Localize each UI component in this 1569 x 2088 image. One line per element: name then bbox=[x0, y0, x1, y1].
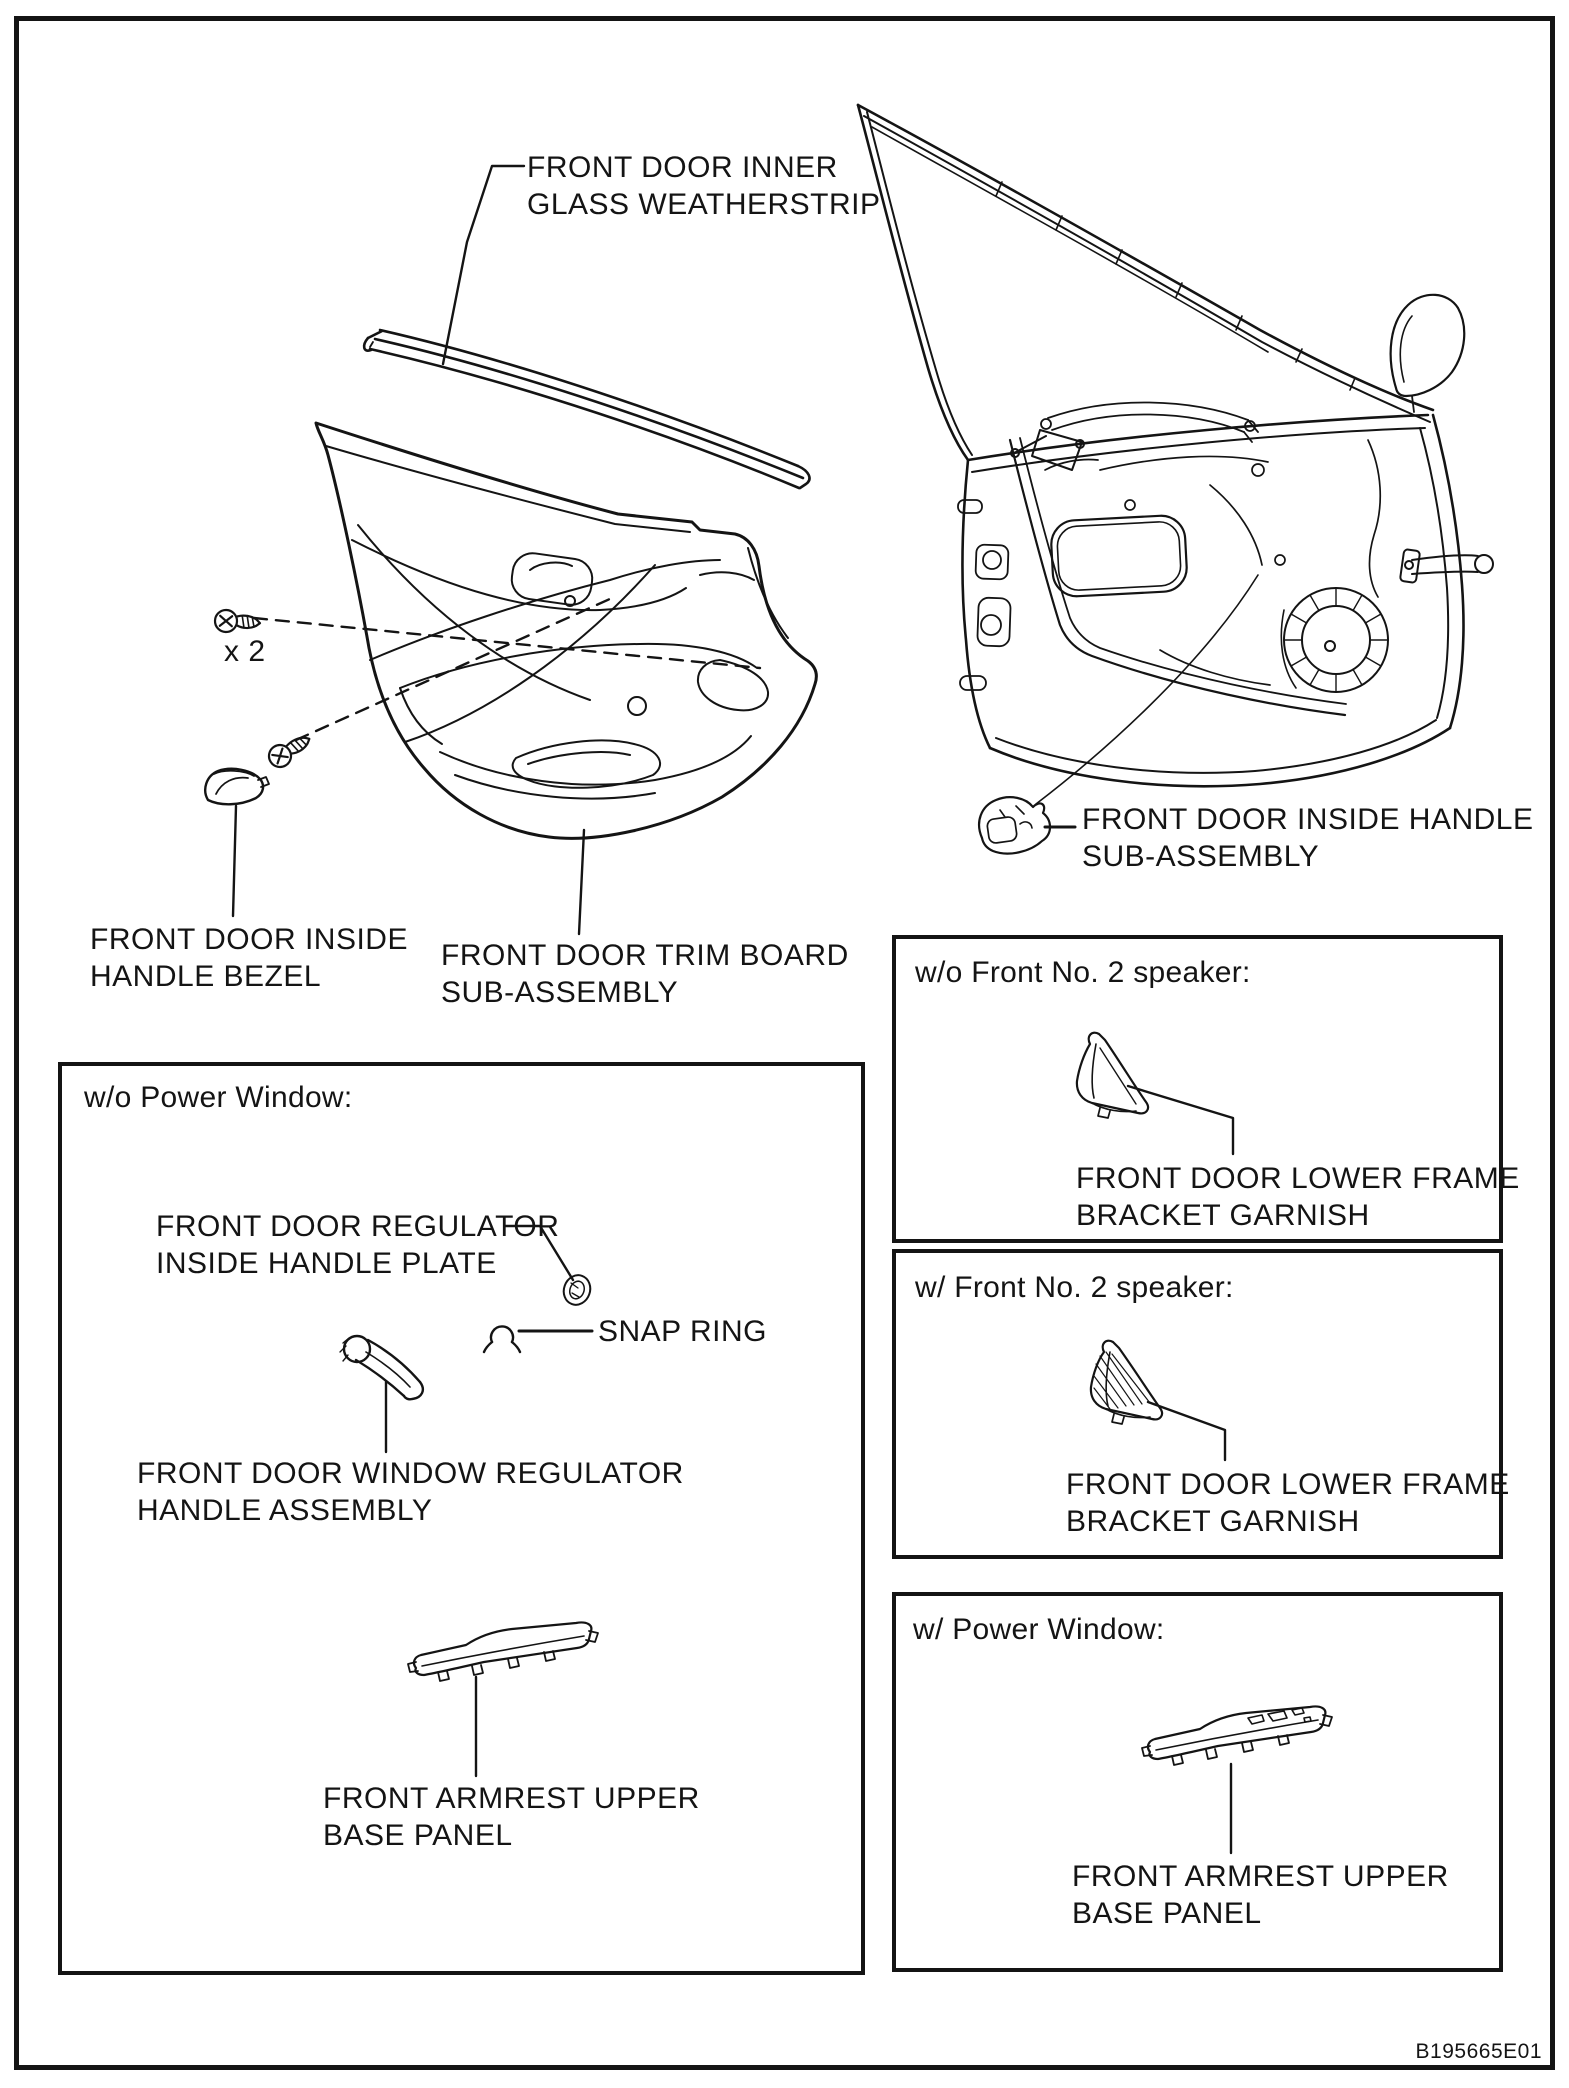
w-power-window-title: w/ Power Window: bbox=[913, 1613, 1165, 1646]
inside-handle-label: FRONT DOOR INSIDE HANDLE SUB-ASSEMBLY bbox=[1082, 803, 1534, 873]
garnish-speaker-label: FRONT DOOR LOWER FRAME BRACKET GARNISH bbox=[1066, 1468, 1510, 1538]
weatherstrip-label: FRONT DOOR INNER GLASS WEATHERSTRIP bbox=[527, 151, 881, 221]
garnish-label: FRONT DOOR LOWER FRAME BRACKET GARNISH bbox=[1076, 1162, 1520, 1232]
wo-power-window-title: w/o Power Window: bbox=[84, 1081, 353, 1114]
screw-count-label: x 2 bbox=[224, 635, 266, 668]
figure-code: B195665E01 bbox=[1415, 2040, 1542, 2063]
crank-handle-label: FRONT DOOR WINDOW REGULATOR HANDLE ASSEMBLY bbox=[137, 1457, 684, 1527]
handle-bezel-label: FRONT DOOR INSIDE HANDLE BEZEL bbox=[90, 923, 408, 993]
wo-front-no2-speaker-title: w/o Front No. 2 speaker: bbox=[915, 956, 1251, 989]
armrest-panel-label: FRONT ARMREST UPPER BASE PANEL bbox=[323, 1782, 700, 1852]
snap-ring-label: SNAP RING bbox=[598, 1315, 767, 1348]
w-front-no2-speaker-title: w/ Front No. 2 speaker: bbox=[915, 1271, 1234, 1304]
trim-board-label: FRONT DOOR TRIM BOARD SUB-ASSEMBLY bbox=[441, 939, 849, 1009]
armrest-panel-power-label: FRONT ARMREST UPPER BASE PANEL bbox=[1072, 1860, 1449, 1930]
regulator-plate-label: FRONT DOOR REGULATOR INSIDE HANDLE PLATE bbox=[156, 1210, 560, 1280]
